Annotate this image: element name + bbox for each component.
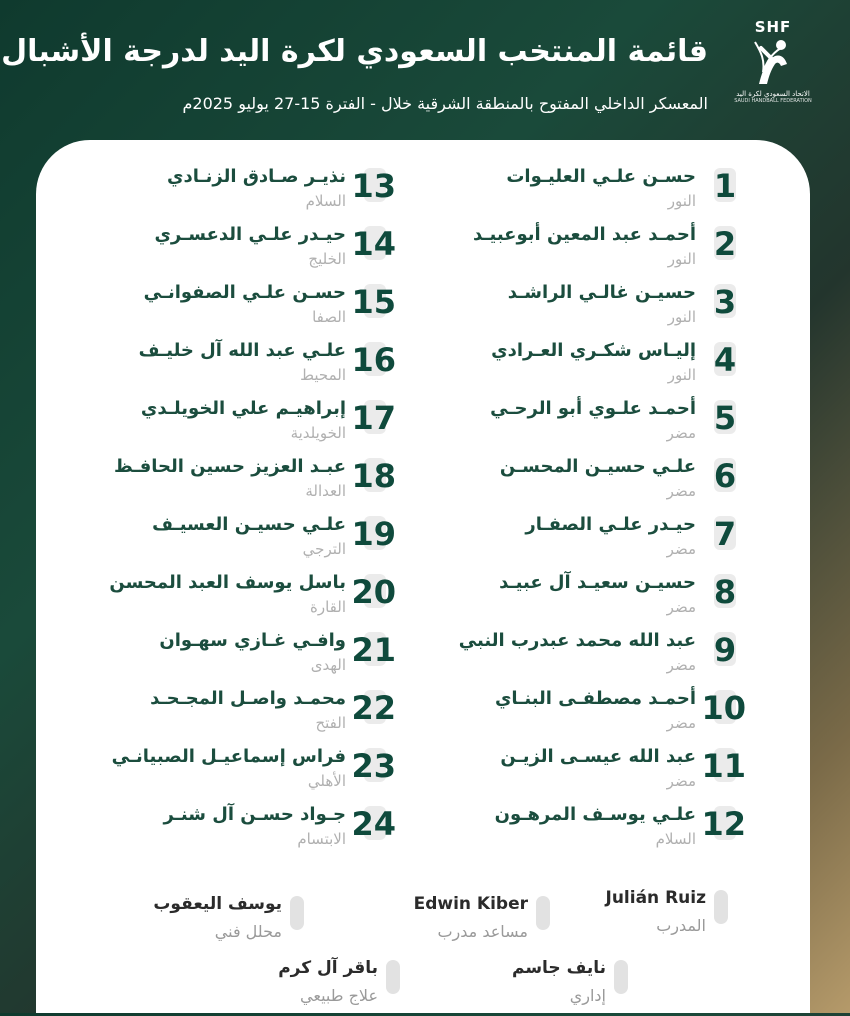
player-club: مضر	[666, 424, 696, 442]
player-row	[86, 628, 396, 682]
player-row	[86, 570, 396, 624]
staff-role: محلل فني	[214, 922, 282, 941]
player-name: باسل يوسف العبد المحسن	[109, 572, 346, 593]
player-club: الترجي	[302, 540, 346, 558]
player-club: الخويلدية	[290, 424, 346, 442]
player-club: مضر	[666, 482, 696, 500]
player-name: عبد الله محمد عبدرب النبي	[458, 630, 696, 651]
player-name: عبد الله عيسـى الزيـن	[500, 746, 696, 767]
player-name: حسـن علـي الصفوانـي	[143, 282, 346, 303]
player-club: مضر	[666, 772, 696, 790]
page-title: قائمة المنتخب السعودي لكرة اليد لدرجة الأشبال	[1, 34, 708, 69]
player-name: فراس إسماعيـل الصبيانـي	[111, 746, 346, 767]
player-row	[436, 512, 746, 566]
player-number: 13	[351, 167, 396, 205]
player-number: 24	[351, 805, 396, 843]
player-number: 2	[713, 225, 737, 263]
player-name: حيـدر علـي الدعسـري	[154, 224, 346, 245]
player-club: النور	[667, 308, 696, 326]
player-row	[436, 802, 746, 856]
staff-member-coach	[528, 886, 728, 946]
staff-role: مساعد مدرب	[437, 922, 528, 941]
player-row	[436, 396, 746, 450]
player-name: حيـدر علـي الصفـار	[525, 514, 696, 535]
player-number: 21	[351, 631, 396, 669]
staff-member-assistant	[350, 892, 550, 952]
staff-bar	[536, 896, 550, 930]
player-club: الأهلي	[307, 772, 346, 790]
player-number: 14	[351, 225, 396, 263]
player-number: 17	[351, 399, 396, 437]
player-name: علـي حسيـن المحسـن	[499, 456, 696, 477]
player-number: 15	[351, 283, 396, 321]
player-row	[436, 744, 746, 798]
player-name: أحمـد عبد المعين أبوعبيـد	[472, 224, 696, 245]
logo-name-en: SAUDI HANDBALL FEDERATION	[734, 98, 812, 104]
logo-name-ar: الاتحاد السعودي لكرة اليد	[736, 90, 810, 98]
header	[0, 0, 850, 140]
player-row	[86, 164, 396, 218]
player-name: حسيـن سعيـد آل عبيـد	[499, 572, 696, 593]
player-row	[436, 454, 746, 508]
player-club: النور	[667, 250, 696, 268]
player-name: وافـي غـازي سهـوان	[159, 630, 346, 651]
player-row	[86, 280, 396, 334]
player-number: 23	[351, 747, 396, 785]
player-row	[436, 222, 746, 276]
player-club: مضر	[666, 714, 696, 732]
player-row	[436, 280, 746, 334]
player-number: 18	[351, 457, 396, 495]
player-number: 12	[701, 805, 746, 843]
staff-role: إداري	[569, 986, 606, 1005]
player-row	[86, 744, 396, 798]
player-club: النور	[667, 366, 696, 384]
player-club: مضر	[666, 540, 696, 558]
staff-bar	[714, 890, 728, 924]
player-club: مضر	[666, 598, 696, 616]
staff-bar	[614, 960, 628, 994]
staff-bar	[386, 960, 400, 994]
player-club: الخليج	[308, 250, 346, 268]
player-row	[86, 222, 396, 276]
player-row	[86, 454, 396, 508]
staff-name: يوسف اليعقوب	[153, 894, 282, 914]
player-number: 3	[713, 283, 737, 321]
player-club: المحيط	[300, 366, 346, 384]
player-name: نذيـر صـادق الزنـادي	[167, 166, 346, 187]
player-number: 11	[701, 747, 746, 785]
player-name: محمـد واصـل المجـحـد	[150, 688, 346, 709]
player-row	[86, 512, 396, 566]
staff-name: نايف جاسم	[512, 958, 606, 978]
player-number: 8	[713, 573, 737, 611]
staff-member-admin	[428, 956, 628, 1016]
player-number: 9	[713, 631, 737, 669]
federation-logo	[734, 18, 812, 118]
player-number: 7	[713, 515, 737, 553]
player-club: القارة	[310, 598, 346, 616]
page-subtitle: المعسكر الداخلي المفتوح بالمنطقة الشرقية خلال - الفترة 15-27 يوليو 2025م	[182, 94, 708, 113]
player-name: حسيـن غالـي الراشـد	[507, 282, 696, 303]
staff-member-analyst	[104, 892, 304, 952]
player-row	[86, 338, 396, 392]
player-club: الصفا	[312, 308, 346, 326]
player-club: السلام	[305, 192, 346, 210]
player-number: 19	[351, 515, 396, 553]
player-club: الابتسام	[297, 830, 346, 848]
player-number: 16	[351, 341, 396, 379]
player-number: 4	[713, 341, 737, 379]
player-name: جـواد حسـن آل شنـر	[163, 804, 346, 825]
player-name: أحمـد علـوي أبو الرحـي	[490, 398, 696, 419]
player-club: السلام	[655, 830, 696, 848]
player-name: حسـن علـي العليـوات	[506, 166, 696, 187]
staff-name: Edwin Kiber	[413, 894, 528, 914]
player-name: إليـاس شكـري العـرادي	[491, 340, 696, 361]
logo-abbr: SHF	[754, 18, 792, 36]
player-name: علـي حسيـن العسيـف	[152, 514, 346, 535]
player-number: 6	[713, 457, 737, 495]
player-row	[436, 164, 746, 218]
player-row	[436, 686, 746, 740]
player-name: عبـد العزيز حسين الحافـظ	[114, 456, 346, 477]
roster-card	[36, 140, 810, 1013]
player-row	[436, 628, 746, 682]
player-club: الهدى	[310, 656, 346, 674]
player-number: 5	[713, 399, 737, 437]
player-row	[436, 570, 746, 624]
player-number: 22	[351, 689, 396, 727]
staff-name: باقر آل كرم	[278, 958, 378, 978]
player-club: النور	[667, 192, 696, 210]
player-row	[436, 338, 746, 392]
player-club: مضر	[666, 656, 696, 674]
player-name: أحمـد مصطفـى البنـاي	[494, 688, 696, 709]
player-row	[86, 802, 396, 856]
player-row	[86, 686, 396, 740]
staff-member-physio	[200, 956, 400, 1016]
staff-role: المدرب	[656, 916, 706, 935]
staff-bar	[290, 896, 304, 930]
handball-player-icon	[751, 38, 795, 88]
player-name: علـي يوسـف المرهـون	[494, 804, 696, 825]
player-club: العدالة	[305, 482, 346, 500]
player-row	[86, 396, 396, 450]
staff-name: Julián Ruiz	[605, 888, 706, 908]
player-number: 20	[351, 573, 396, 611]
player-number: 1	[713, 167, 737, 205]
staff-role: علاج طبيعي	[300, 986, 378, 1005]
player-club: الفتح	[315, 714, 346, 732]
player-number: 10	[701, 689, 746, 727]
player-name: علـي عبد الله آل خليـف	[138, 340, 346, 361]
player-name: إبراهيـم علي الخويلـدي	[140, 398, 346, 419]
